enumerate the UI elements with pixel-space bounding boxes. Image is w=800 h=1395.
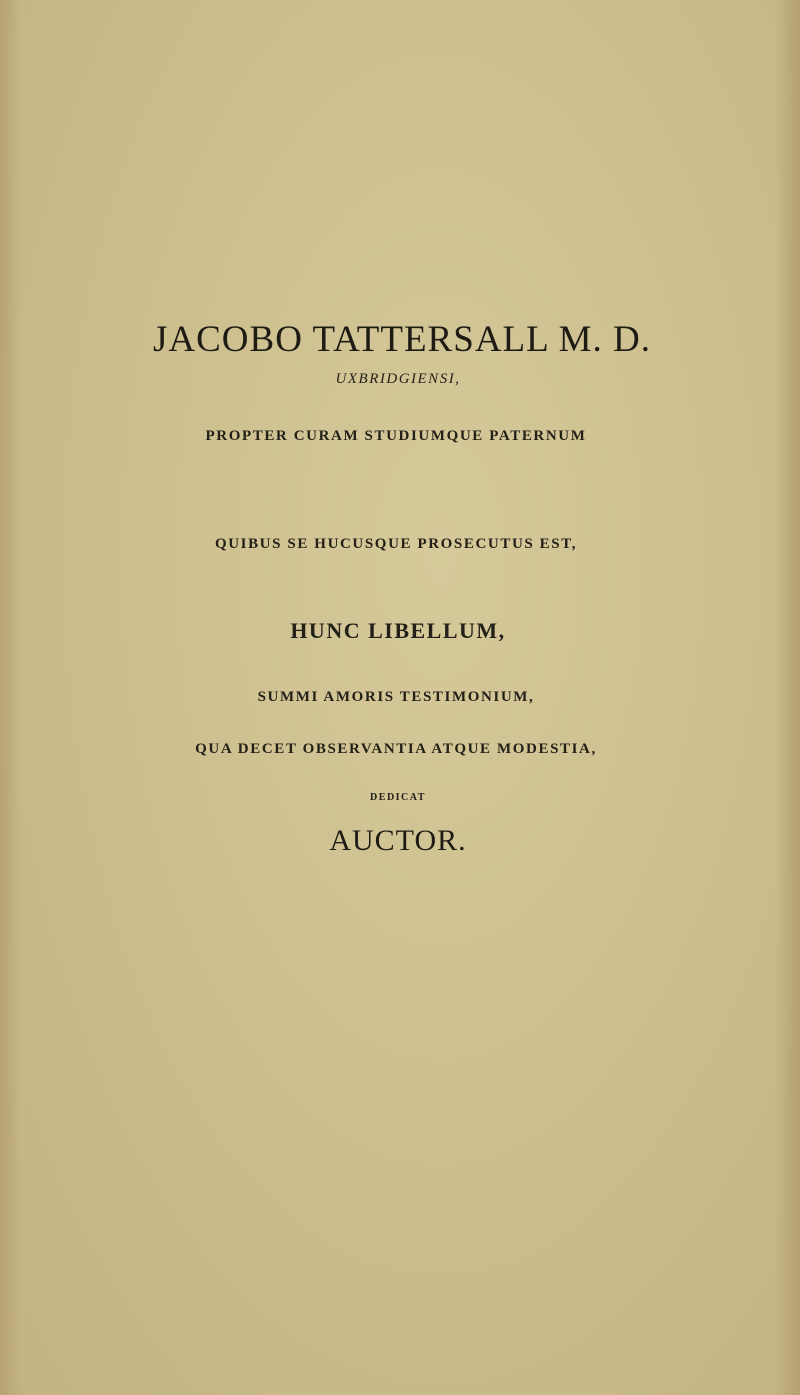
dedicatee-town: UXBRIDGIENSI, <box>335 371 461 387</box>
dedication-line-dedicat: DEDICAT <box>370 792 426 803</box>
dedication-line-propter: PROPTER CURAM STUDIUMQUE PATERNUM <box>205 428 587 444</box>
dedicatee-name: JACOBO TATTERSALL M. D. <box>153 319 651 360</box>
dedication-line-summi: SUMMI AMORIS TESTIMONIUM, <box>257 689 535 705</box>
dedication-line-quibus: QUIBUS SE HUCUSQUE PROSECUTUS EST, <box>214 536 578 552</box>
dedication-line-hunc: HUNC LIBELLUM, <box>290 618 506 643</box>
dedication-line-qua: QUA DECET OBSERVANTIA ATQUE MODESTIA, <box>195 741 597 757</box>
dedication-author: AUCTOR. <box>329 824 467 857</box>
